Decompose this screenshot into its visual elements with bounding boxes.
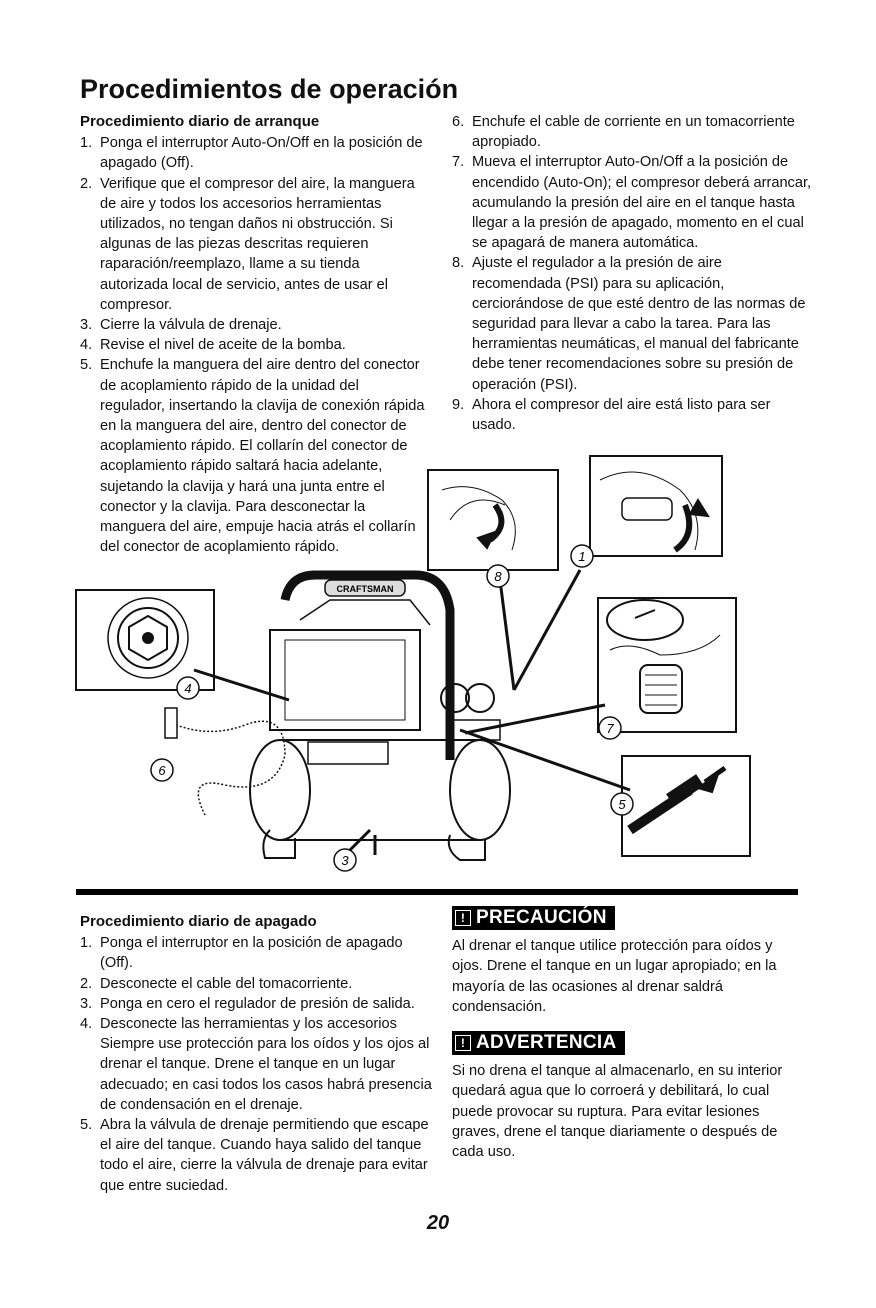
startup-step: 7. Mueva el interruptor Auto-On/Off a la posición de encendido (Auto-On); el compresor deberá arrancar, acumulando la presión del aire en el tanque hasta llegar a la presión de apagado, momento en el cual se apagará de manera automática. (452, 154, 812, 252)
page-title: Procedimientos de operación (80, 74, 459, 104)
inset-switch-detail (428, 470, 558, 570)
startup-step: 3. Cierre la válvula de drenaje. (80, 317, 282, 334)
startup-step: 9. Ahora el compresor del aire está listo para ser usado. (452, 396, 771, 434)
shutdown-step: 5. Abra la válvula de drenaje permitiendo que escape el aire del tanque. Cuando haya salido del tanque todo el aire, cierre la válvula de drenaje para evitar que entre suciedad. (80, 1117, 429, 1194)
callout-3 (334, 849, 356, 871)
warning-badge: ! ADVERTENCIA (452, 1031, 625, 1055)
callout-8 (599, 717, 621, 739)
warning-triangle-icon: ! (455, 910, 471, 926)
svg-text:4: 4 (184, 681, 192, 696)
startup-step: 6. Enchufe el cable de corriente en un tomacorriente apropiado. (452, 114, 795, 151)
shutdown-heading: Procedimiento diario de apagado (80, 913, 317, 930)
shutdown-step: 2. Desconecte el cable del tomacorriente. (80, 975, 353, 992)
safety-notices (452, 906, 802, 1176)
warning-text: Si no drena el tanque al almacenarlo, en su interior quedará agua que lo corroerá y debilitará, lo cual puede provocar su ruptura. Para evitar lesiones graves, drene el tanque diariamente o después de cada uso. (452, 1063, 783, 1161)
startup-step: 5. Enchufe la manguera del aire dentro del conector de acoplamiento rápido de la unidad del regulador, insertando la clavija de conexión rápida en la manguera del aire, dentro del conector de acoplamiento rápido. El collarín del conector de acoplamiento rápido saltará hacia adelante, sujetando la clavija y hará una junta entre el conector y la clavija. Para desconectar la manguera del aire, empuje hacia atrás el collarín del conector de acoplamiento rápido. (80, 357, 425, 556)
caution-text: Al drenar el tanque utilice protección para oídos y ojos. Drene el tanque en un lugar apropiado; en la mayoría de las ocasiones al drenar saldrá condensación. (452, 938, 777, 1015)
callout-5 (611, 793, 633, 815)
startup-step: 2. Verifique que el compresor del aire, la manguera de aire y todos los accesorios herramientas utilizados, no tengan daños ni obstrucción. Si algunas de las piezas descritas requieren raparación/reemplazo, llame a su tienda autorizada local de servicio, antes de usar el compresor. (80, 175, 415, 313)
caution-badge: ! PRECAUCIÓN (452, 906, 615, 930)
callout-6 (151, 759, 173, 781)
startup-steps-list-continued (452, 112, 812, 435)
shutdown-step: 4. Desconecte las herramientas y los accesorios Siempre use protección para los oídos y los ojos al drenar el tanque. Drene el tanque en un lugar adecuado; en casi todos los casos habrá presencia de condensación en el drenaje. (80, 1016, 432, 1113)
startup-step: 4. Revise el nivel de aceite de la bomba. (80, 337, 346, 354)
svg-text:1: 1 (578, 549, 586, 564)
startup-step: 1. Ponga el interruptor Auto-On/Off en la posición de apagado (Off). (80, 135, 423, 172)
shutdown-step: 1. Ponga el interruptor en la posición de apagado (Off). (80, 935, 403, 972)
inset-hose-connection (622, 756, 750, 856)
page-number: 20 (426, 1212, 450, 1234)
svg-text:8: 8 (494, 569, 502, 584)
callout-1 (571, 545, 593, 567)
svg-text:5: 5 (618, 797, 626, 812)
compressor-illustration (70, 450, 800, 890)
svg-text:7: 7 (606, 721, 614, 736)
startup-step: 8. Ajuste el regulador a la presión de aire recomendada (PSI) para su aplicación, cerciorándose de que esté dentro de las normas de seguridad para llevar a cabo la tarea. Para las herramientas neumáticas, el manual del fabricante debe tener recomendaciones sobre su presión de operación (PSI). (452, 255, 806, 393)
svg-text:6: 6 (158, 763, 166, 778)
shutdown-step: 3. Ponga en cero el regulador de presión de salida. (80, 995, 415, 1012)
section-divider (76, 889, 798, 895)
warning-triangle-icon: ! (455, 1035, 471, 1051)
shutdown-procedure (80, 912, 435, 1196)
shutdown-steps-list (80, 933, 435, 1196)
callout-7 (487, 565, 509, 587)
brand-plate: CRAFTSMAN (336, 584, 394, 594)
callout-4 (177, 677, 199, 699)
startup-heading: Procedimiento diario de arranque (80, 113, 320, 130)
startup-procedure-continued (452, 112, 812, 435)
svg-text:3: 3 (341, 853, 349, 868)
